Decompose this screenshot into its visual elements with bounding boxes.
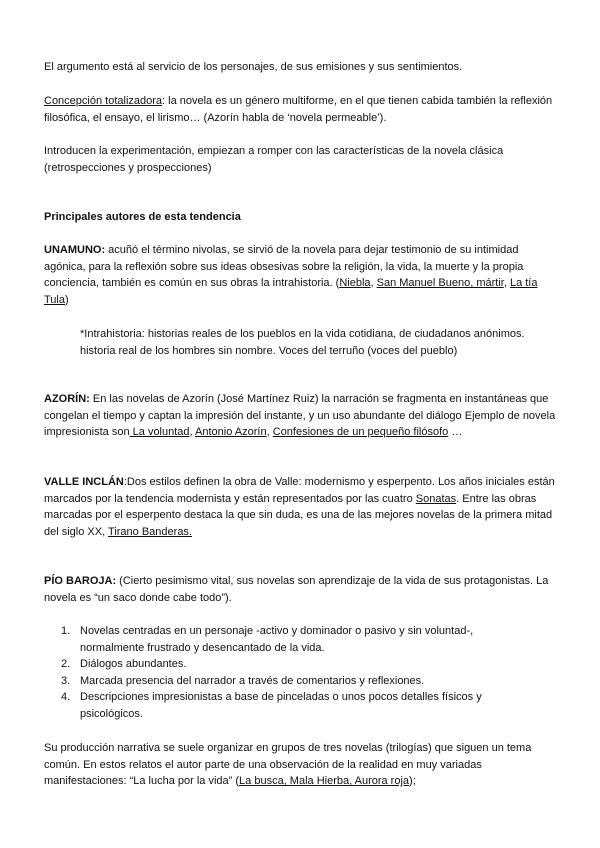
work-san-manuel-bueno: San Manuel Bueno, mártir — [376, 277, 504, 289]
paragraph-valle-inclan: VALLE INCLÁN:Dos estilos definen la obra de Valle: modernismo y esperpento. Los años iniciales están marcados por la tendencia modernista y están representados por las cuatro Sonatas. Entre las obras marcadas por el esperpento destaca la que sin duda, es una de las mejores novelas de la primera mitad del siglo XX, Tirano Banderas. — [44, 476, 555, 538]
work-la-voluntad: La voluntad — [129, 426, 190, 438]
works-lucha-por-la-vida: La busca, Mala Hierba, Aurora roja — [239, 775, 410, 787]
section-heading: Principales autores de esta tendencia — [44, 211, 241, 223]
work-sonatas: Sonatas — [415, 492, 457, 505]
paragraph-concepcion: Concepción totalizadora: la novela es un género multiforme, en el que tienen cabida también la reflexión filosófica, el ensayo, el lirismo… (Azorín habla de ‘novela permeable’). — [44, 95, 553, 124]
author-baroja: PÍO BAROJA: — [44, 575, 117, 587]
term-concepcion-totalizadora: Concepción totalizadora — [44, 95, 163, 107]
list-item: 1. Novelas centradas en un personaje -activo y dominador o pasivo y sin voluntad-, normalmente frustrado y desencantado de la vida. — [61, 625, 474, 654]
work-antonio-azorin: Antonio Azorín — [195, 426, 267, 438]
work-la-tia-tula: La tía Tula — [44, 277, 538, 306]
paragraph-baroja: PÍO BAROJA: (Cierto pesimismo vital, sus novelas son aprendizaje de la vida de sus protagonistas. La novela es “un saco donde cabe todo”). — [44, 575, 549, 604]
work-niebla: Niebla — [339, 277, 371, 289]
author-unamuno: UNAMUNO: — [44, 244, 106, 256]
note-intrahistoria: *Intrahistoria: historias reales de los pueblos en la vida cotidiana, de ciudadanos anónimos. historia real de los hombres sin nombre. Voces del terruño (voces del pueblo) — [80, 328, 525, 357]
paragraph-argument: El argumento está al servicio de los personajes, de sus emisiones y sus sentimientos. — [44, 61, 463, 73]
list-item: 2. Diálogos abundantes. — [61, 658, 187, 670]
paragraph-produccion: Su producción narrativa se suele organizar en grupos de tres novelas (trilogías) que siguen un tema común. En estos relatos el autor parte de una observación de la realidad en muy variadas manifestaciones: “La lucha por la vida” (La busca, Mala Hierba, Aurora roja); — [44, 742, 532, 787]
list-item: 3. Marcada presencia del narrador a través de comentarios y reflexiones. — [61, 674, 425, 687]
author-azorin: AZORÍN: — [44, 393, 90, 405]
list-item: 4. Descripciones impresionistas a base de pinceladas o unos pocos detalles físicos y psicológicos. — [61, 691, 482, 720]
paragraph-unamuno: UNAMUNO: acuñó el término nivolas, se sirvió de la novela para dejar testimonio de su intimidad agónica, para la reflexión sobre sus ideas obsesivas sobre la religión, la vida, la muerte y la propia conciencia, también es común en sus obras la intrahistoria. (Niebla, San Manuel Bueno, mártir, La tía Tula) — [44, 244, 538, 306]
author-valle-inclan: VALLE INCLÁN — [44, 476, 124, 488]
paragraph-experimentacion: Introducen la experimentación, empiezan a romper con las características de la novela clásica (retrospecciones y prospecciones) — [44, 145, 504, 174]
paragraph-azorin: AZORÍN: En las novelas de Azorín (José Martínez Ruiz) la narración se fragmenta en instantáneas que congelan el tiempo y captan la impresión del instante, y un uso abundante del diálogo Ejemplo de novela impresionista son La voluntad, Antonio Azorín, Confesiones de un pequeño filósofo … — [44, 393, 556, 438]
work-confesiones: Confesiones de un pequeño filósofo — [272, 426, 449, 438]
baroja-features-list — [44, 623, 524, 722]
work-tirano-banderas: Tirano Banderas. — [108, 525, 192, 538]
